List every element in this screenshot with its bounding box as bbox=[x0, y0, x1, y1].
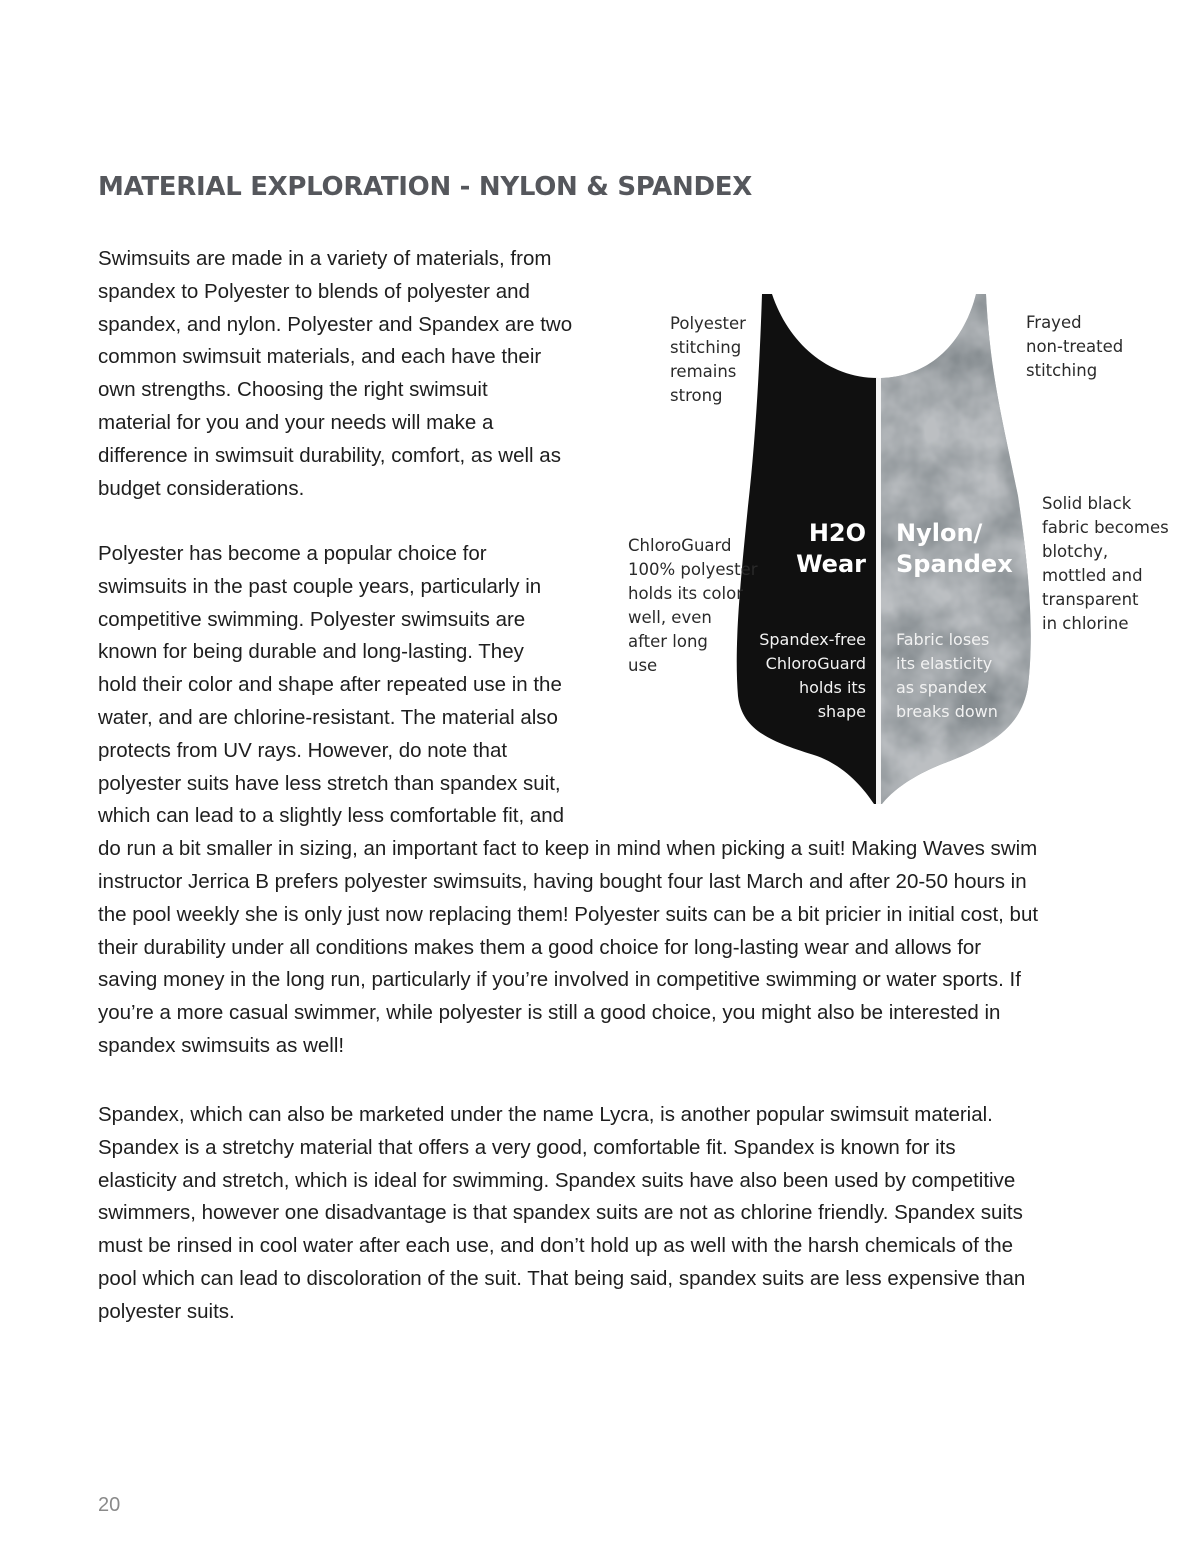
note-line: transparent bbox=[1042, 590, 1139, 609]
caption-line: its elasticity bbox=[896, 654, 993, 673]
text-line: elasticity and stretch, which is ideal for swimming. Spandex suits have also been used by competitive bbox=[98, 1168, 1016, 1192]
text-line: their durability under all conditions makes them a good choice for long-lasting wear and allows for bbox=[98, 935, 982, 959]
note-line: after long bbox=[628, 632, 708, 651]
text-line: you’re a more casual swimmer, while polyester is still a good choice, you might also be interested in bbox=[98, 1001, 1001, 1025]
text-line: do run a bit smaller in sizing, an important fact to keep in mind when picking a suit! Making Waves swim bbox=[98, 837, 1038, 861]
caption-line: ChloroGuard bbox=[765, 654, 866, 673]
note-line: mottled and bbox=[1042, 566, 1143, 585]
text-line: instructor Jerrica B prefers polyester swimsuits, having bought four last March and after 20-50 hours in bbox=[98, 869, 1027, 893]
page-number: 20 bbox=[98, 1494, 121, 1516]
text-line: spandex, and nylon. Polyester and Spandex are two bbox=[98, 312, 573, 336]
caption-line: holds its bbox=[798, 678, 866, 697]
caption-line: as spandex bbox=[896, 678, 987, 697]
text-line: budget considerations. bbox=[98, 476, 305, 500]
text-line: saving money in the long run, particularly if you’re involved in competitive swimming or water sports. If bbox=[98, 968, 1021, 992]
text-line: swimsuits in the past couple years, particularly in bbox=[98, 574, 542, 598]
note-line: stitching bbox=[670, 338, 742, 357]
note-line: non-treated bbox=[1026, 337, 1124, 356]
note-line: well, even bbox=[628, 608, 712, 627]
note-line: Solid black bbox=[1042, 494, 1132, 513]
right-stitching-note bbox=[1026, 311, 1123, 383]
note-line: 100% polyester bbox=[628, 560, 758, 579]
swimsuit-comparison-figure bbox=[612, 286, 1172, 816]
text-line: hold their color and shape after repeated use in the bbox=[98, 673, 562, 697]
text-line: common swimsuit materials, and each have their bbox=[98, 345, 542, 369]
text-line: water, and are chlorine-resistant. The material also bbox=[98, 705, 558, 729]
text-line: the pool weekly she is only just now replacing them! Polyester suits can be a bit pricier in initial cost, but bbox=[98, 902, 1039, 926]
text-line: protects from UV rays. However, do note that bbox=[98, 738, 508, 762]
divider-line bbox=[876, 346, 881, 816]
text-line: must be rinsed in cool water after each use, and don’t hold up as well with the harsh chemicals of the bbox=[98, 1234, 1014, 1258]
note-line: strong bbox=[670, 386, 723, 405]
text-line: difference in swimsuit durability, comfort, as well as bbox=[98, 443, 561, 467]
caption-line: Spandex-free bbox=[759, 630, 866, 649]
note-line: Polyester bbox=[670, 314, 746, 333]
brand-line: Spandex bbox=[896, 550, 1013, 578]
text-line: Polyester has become a popular choice for bbox=[98, 542, 487, 565]
note-line: holds its color bbox=[628, 584, 743, 603]
caption-line: Fabric loses bbox=[896, 630, 990, 649]
page-title: MATERIAL EXPLORATION - NYLON & SPANDEX bbox=[98, 172, 752, 202]
h2o-wear-label bbox=[796, 518, 866, 580]
text-line: Spandex is a stretchy material that offers a very good, comfortable fit. Spandex is known for its bbox=[98, 1135, 956, 1159]
text-line: Swimsuits are made in a variety of materials, from bbox=[98, 247, 552, 270]
brand-line: H2O bbox=[808, 519, 866, 547]
caption-line: breaks down bbox=[896, 702, 998, 721]
text-line: polyester suits have less stretch than spandex suit, bbox=[98, 771, 561, 795]
text-line: competitive swimming. Polyester swimsuits are bbox=[98, 607, 526, 631]
left-color-note bbox=[628, 534, 758, 678]
polyester-caption bbox=[759, 628, 866, 724]
brand-line: Wear bbox=[796, 550, 866, 578]
text-line: swimmers, however one disadvantage is that spandex suits are not as chlorine friendly. Spandex suits bbox=[98, 1201, 1023, 1225]
note-line: fabric becomes bbox=[1042, 518, 1169, 537]
intro-paragraph bbox=[98, 243, 572, 505]
note-line: blotchy, bbox=[1042, 542, 1109, 561]
note-line: stitching bbox=[1026, 361, 1098, 380]
spandex-paragraph bbox=[98, 1099, 1025, 1329]
caption-line: shape bbox=[817, 702, 866, 721]
text-line: spandex swimsuits as well! bbox=[98, 1033, 345, 1057]
note-line: remains bbox=[670, 362, 737, 381]
spandex-caption bbox=[896, 628, 998, 724]
text-line: Spandex, which can also be marketed under the name Lycra, is another popular swimsuit material. bbox=[98, 1103, 993, 1126]
note-line: in chlorine bbox=[1042, 614, 1129, 633]
text-line: known for being durable and long-lasting. They bbox=[98, 640, 524, 664]
note-line: use bbox=[628, 656, 658, 675]
text-line: pool which can lead to discoloration of the suit. That being said, spandex suits are less expensive than bbox=[98, 1266, 1026, 1290]
brand-line: Nylon/ bbox=[896, 519, 983, 547]
text-line: own strengths. Choosing the right swimsuit bbox=[98, 378, 488, 402]
text-line: which can lead to a slightly less comfortable fit, and bbox=[98, 804, 565, 828]
right-fabric-note bbox=[1042, 492, 1169, 636]
text-line: polyester suits. bbox=[98, 1299, 235, 1323]
left-stitching-note bbox=[670, 312, 746, 408]
text-line: spandex to Polyester to blends of polyester and bbox=[98, 279, 530, 303]
nylon-spandex-label bbox=[896, 518, 1013, 580]
text-line: material for you and your needs will make a bbox=[98, 410, 494, 434]
note-line: ChloroGuard bbox=[628, 536, 732, 555]
note-line: Frayed bbox=[1026, 313, 1082, 332]
